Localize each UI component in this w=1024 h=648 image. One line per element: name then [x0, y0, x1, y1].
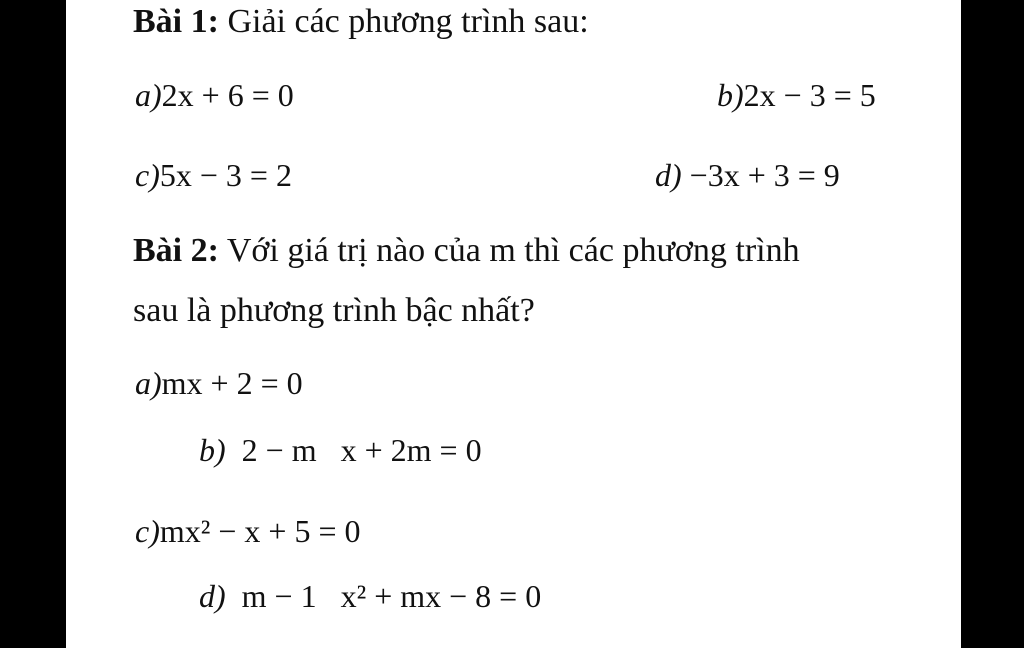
- item-expression: −3x + 3 = 9: [689, 157, 840, 193]
- item-expression: 5x − 3 = 2: [159, 157, 292, 193]
- item-expression: mx + 2 = 0: [161, 365, 303, 401]
- item-label: a): [135, 77, 162, 113]
- bai2-item-a: [135, 363, 303, 403]
- bai1-item-c: [135, 155, 292, 195]
- item-label: c): [135, 513, 160, 549]
- bai2-item-c: [135, 511, 360, 551]
- bai2-item-d: [199, 576, 541, 616]
- bai2-label: Bài 2:: [133, 232, 219, 269]
- document-page: [66, 0, 961, 648]
- item-label: b): [717, 77, 744, 113]
- bai1-label: Bài 1:: [133, 3, 219, 40]
- bai1-heading: [133, 2, 589, 42]
- bai2-heading: [133, 231, 800, 271]
- item-label: d): [199, 578, 226, 614]
- bai1-item-b: [717, 75, 876, 115]
- bai1-text: Giải các phương trình sau:: [227, 3, 589, 40]
- bai2-text-line2: sau là phương trình bậc nhất?: [133, 292, 535, 329]
- item-label: a): [135, 365, 162, 401]
- bai1-item-a: [135, 75, 294, 115]
- item-label: d): [655, 157, 682, 193]
- item-expression: 2x − 3 = 5: [743, 77, 876, 113]
- bai2-heading-line2: [133, 291, 535, 331]
- item-label: c): [135, 157, 160, 193]
- bai1-item-d: [655, 155, 840, 195]
- item-expression: m − 1 x² + mx − 8 = 0: [241, 578, 542, 614]
- item-expression: mx² − x + 5 = 0: [159, 513, 361, 549]
- item-expression: 2x + 6 = 0: [161, 77, 294, 113]
- item-expression: 2 − m x + 2m = 0: [241, 432, 482, 468]
- bai2-text-line1: Với giá trị nào của m thì các phương trình: [226, 232, 800, 269]
- item-label: b): [199, 432, 226, 468]
- bai2-item-b: [199, 430, 482, 470]
